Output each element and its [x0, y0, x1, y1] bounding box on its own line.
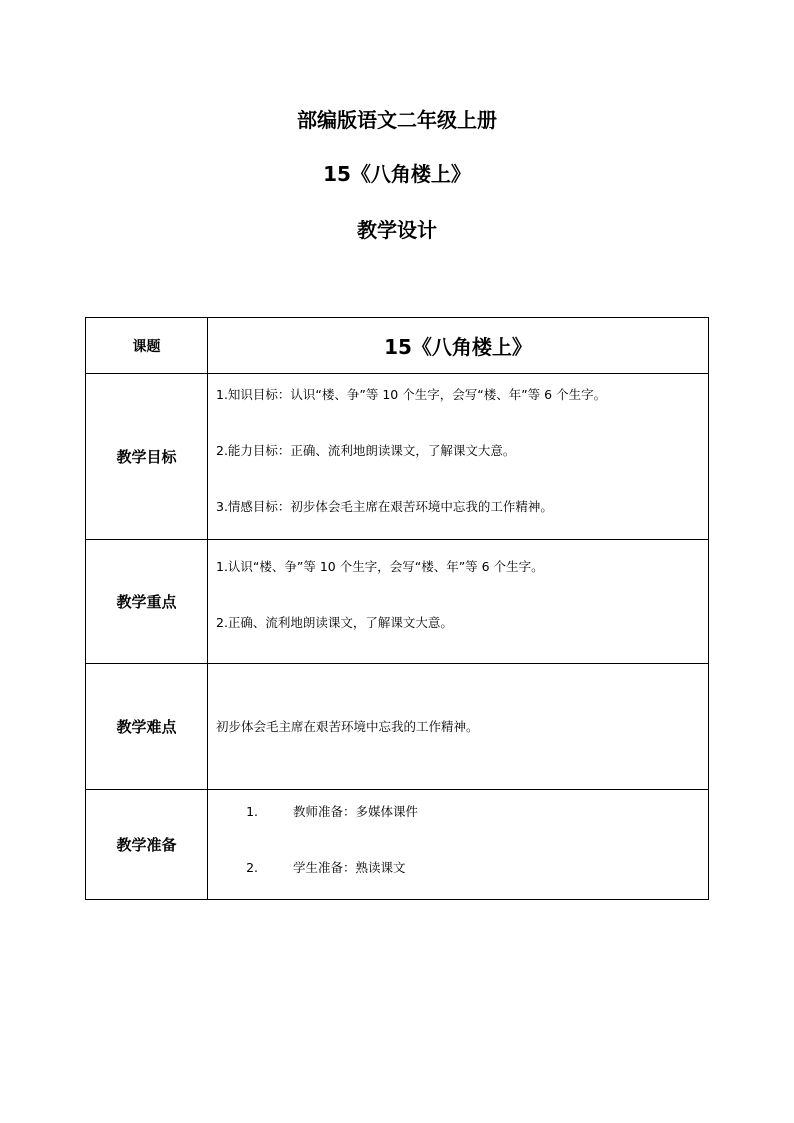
preparation-content [208, 790, 709, 900]
topic-label: 课题 [86, 318, 208, 374]
goals-content [208, 374, 709, 540]
row-key-points [86, 540, 709, 664]
key-point-item: 1.认识“楼、争”等 10 个生字，会写“楼、年”等 6 个生字。 [216, 559, 544, 574]
key-points-label: 教学重点 [86, 540, 208, 664]
lesson-title: 15《八角楼上》 [323, 162, 471, 186]
key-point-item: 2.正确、流利地朗读课文，了解课文大意。 [216, 615, 453, 630]
preparation-label: 教学准备 [86, 790, 208, 900]
row-preparation [86, 790, 709, 900]
key-points-content [208, 540, 709, 664]
goal-item: 2.能力目标：正确、流利地朗读课文，了解课文大意。 [216, 443, 516, 458]
row-topic [86, 318, 709, 374]
document-subtitle: 教学设计 [357, 218, 437, 242]
goal-item: 1.知识目标：认识“楼、争”等 10 个生字，会写“楼、年”等 6 个生字。 [216, 387, 607, 402]
lesson-plan-table [85, 317, 709, 900]
preparation-item [208, 803, 708, 821]
preparation-item-text: 教师准备：多媒体课件 [293, 804, 419, 819]
goals-label: 教学目标 [86, 374, 208, 540]
row-difficulties [86, 664, 709, 790]
document-title: 部编版语文二年级上册 [297, 108, 497, 132]
topic-value: 15《八角楼上》 [208, 318, 709, 374]
difficulties-label: 教学难点 [86, 664, 208, 790]
preparation-item-text: 学生准备：熟读课文 [293, 860, 406, 875]
row-goals [86, 374, 709, 540]
preparation-item-number: 1. [246, 804, 258, 819]
difficulty-text: 初步体会毛主席在艰苦环境中忘我的工作精神。 [216, 718, 479, 734]
difficulties-content [208, 664, 709, 790]
preparation-item [208, 859, 708, 877]
goal-item: 3.情感目标：初步体会毛主席在艰苦环境中忘我的工作精神。 [216, 499, 553, 514]
preparation-item-number: 2. [246, 860, 258, 875]
